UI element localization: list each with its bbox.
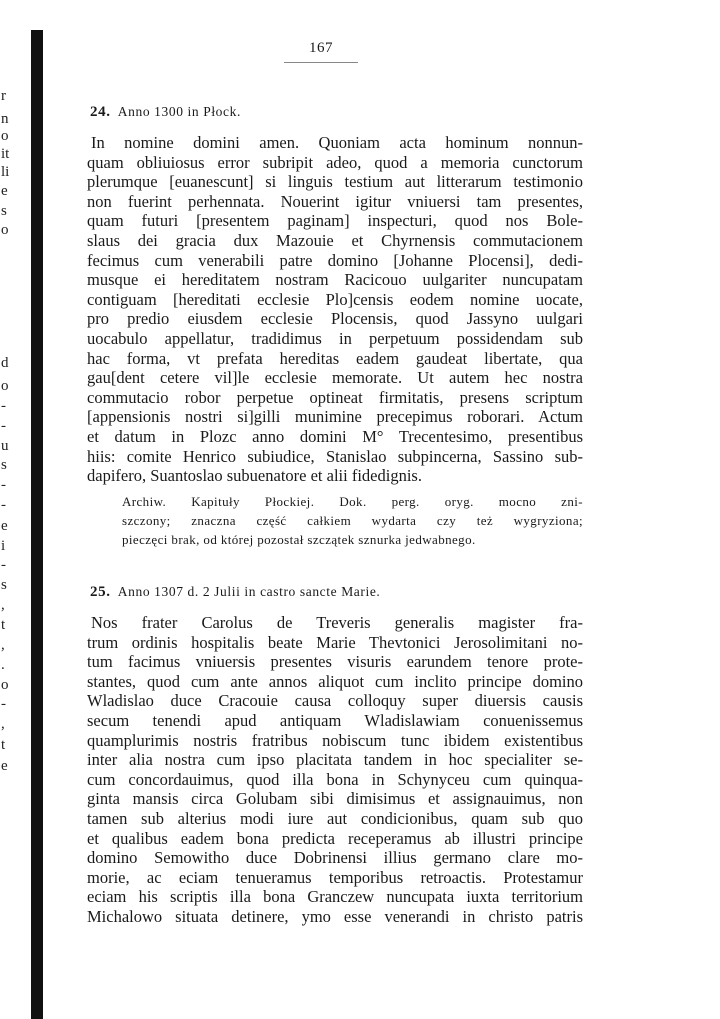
text-line: et qualibus eadem bona predicta receperamus ab illustri principe — [87, 828, 583, 848]
doc-24-archival-note — [122, 492, 583, 549]
text-line: plerumque [euanescunt] si linguis testium aut litterarum testimonio — [87, 172, 583, 192]
text-line: commutacio robor perpetue optineat firmitatis, presens scriptum — [87, 387, 583, 407]
doc-25-number: 25. — [90, 584, 111, 600]
text-line: inter alia nostra cum ipso placitata tandem in hoc specialiter se- — [87, 750, 583, 770]
text-line: quam obliuiosus error subripit adeo, quod a memoria cunctorum — [87, 152, 583, 172]
text-line: pieczęci brak, od której pozostał szczątek sznurka jedwabnego. — [122, 532, 476, 547]
margin-fragment: o — [1, 378, 9, 394]
margin-fragment: , — [1, 716, 5, 732]
text-line: et datum in Plozc anno domini M° Trecentesimo, presentibus — [87, 426, 583, 446]
text-line: hac forma, vt prefata hereditas eadem gaudeat libertate, qua — [87, 348, 583, 368]
text-line: domino Semowitho duce Dobrinensi illius germano clare mo- — [87, 848, 583, 868]
doc-25-heading — [90, 584, 380, 601]
doc-24-heading — [90, 104, 241, 121]
margin-fragment: - — [1, 497, 6, 513]
margin-fragment: e — [1, 183, 8, 199]
text-line: pro predio eiusdem ecclesie Plocensis, quod Jassyno uulgari — [87, 309, 583, 329]
header-rule — [284, 62, 358, 63]
text-line: gau[dent cetere vil]le ecclesie memorate. Ut autem hec nostra — [87, 368, 583, 388]
doc-25-body — [87, 613, 583, 927]
text-line: contiguam [hereditati ecclesie Plo]censis eodem nomine uocate, — [87, 289, 583, 309]
text-line: morie, ac eciam tenueramus temporibus retroactis. Protestamur — [87, 867, 583, 887]
text-line: stantes, quod cum ante annos aliquot cum inclito principe domino — [87, 671, 583, 691]
text-line: ginta mansis circa Golubam sibi dimisimus et assignauimus, non — [87, 789, 583, 809]
text-line: uocabulo appellatur, tradidimus in perpetuum possidendam sub — [87, 328, 583, 348]
margin-fragment: o — [1, 222, 9, 238]
margin-fragment: , — [1, 597, 5, 613]
text-line: tum facimus vniuersis presentes visuris earundem tenore prote- — [87, 652, 583, 672]
margin-fragment: s — [1, 577, 7, 593]
text-line: In nomine domini amen. Quoniam acta hominum nonnun- — [91, 133, 583, 152]
text-line: Nos frater Carolus de Treveris generalis magister fra- — [91, 613, 583, 632]
text-line: Wladislao duce Cracouie causa colloquy super diuersis causis — [87, 691, 583, 711]
margin-fragment: o — [1, 128, 9, 144]
margin-fragment: - — [1, 477, 6, 493]
text-line: trum ordinis hospitalis beate Marie Thevtonici Jerosolimitani no- — [87, 632, 583, 652]
doc-24-date-place: Anno 1300 in Płock. — [117, 104, 241, 119]
text-line: Michalowo situata detinere, ymo esse venerandi in christo patris — [87, 906, 583, 926]
margin-fragment: , — [1, 637, 5, 653]
margin-fragment: s — [1, 203, 7, 219]
margin-fragment: d — [1, 355, 9, 371]
margin-fragment: r — [1, 88, 6, 104]
text-line: quamplurimis nostris fratribus nobiscum tunc ibidem existentibus — [87, 730, 583, 750]
doc-24-body — [87, 133, 583, 486]
margin-fragment: o — [1, 677, 9, 693]
page-number: 167 — [309, 40, 333, 56]
margin-fragment: . — [1, 657, 5, 673]
margin-fragment: e — [1, 758, 8, 774]
text-line: szczony; znaczna część całkiem wydarta czy też wygryziona; — [122, 513, 583, 528]
text-line: slaus dei gracia dux Mazouie et Chyrnensis commutacionem — [87, 230, 583, 250]
margin-fragment: s — [1, 457, 7, 473]
margin-fragment: t — [1, 737, 6, 753]
margin-fragment: n — [1, 111, 9, 127]
text-line: eciam his scriptis illa bona Granczew nuncupata iuxta territorium — [87, 887, 583, 907]
text-line: secum tenendi apud antiquam Wladislawiam conuenissemus — [87, 710, 583, 730]
text-line: tamen sub alterius modi iure aut condicionibus, quam sub quo — [87, 808, 583, 828]
book-spine-shadow — [31, 30, 43, 1019]
text-line: quam futuri [presentem paginam] inspecturi, quod nos Bole- — [87, 211, 583, 231]
margin-fragment: - — [1, 418, 6, 434]
margin-fragment: li — [1, 164, 10, 180]
doc-24-number: 24. — [90, 104, 111, 120]
text-line: musque ei hereditatem nostram Racicouo uulgariter nuncupatam — [87, 270, 583, 290]
doc-25-date-place: Anno 1307 d. 2 Julii in castro sancte Marie. — [117, 584, 381, 599]
text-line: fecimus cum venerabili patre domino [Johanne Plocensi], dedi- — [87, 250, 583, 270]
margin-fragment: - — [1, 696, 6, 712]
margin-fragment: - — [1, 398, 6, 414]
margin-fragment: t — [1, 617, 6, 633]
margin-fragment: it — [1, 146, 10, 162]
text-line: Archiw. Kapituły Płockiej. Dok. perg. oryg. mocno zni- — [122, 494, 583, 509]
text-line: dapifero, Suantoslao subuenatore et alii fidedignis. — [87, 466, 422, 486]
margin-fragment: - — [1, 557, 6, 573]
text-line: cum concordauimus, quod illa bona in Schynyceu cum quinqua- — [87, 769, 583, 789]
text-line: [appensionis nostri si]gilli munimine precepimus roborari. Actum — [87, 407, 583, 427]
margin-fragment: e — [1, 518, 8, 534]
text-line: non fuerint perhennata. Nouerint igitur vniuersi tam presentes, — [87, 191, 583, 211]
text-line: hiis: comite Henrico subiudice, Stanislao subpincerna, Sassino sub- — [87, 446, 583, 466]
margin-fragment: i — [1, 538, 6, 554]
margin-fragment: u — [1, 438, 9, 454]
